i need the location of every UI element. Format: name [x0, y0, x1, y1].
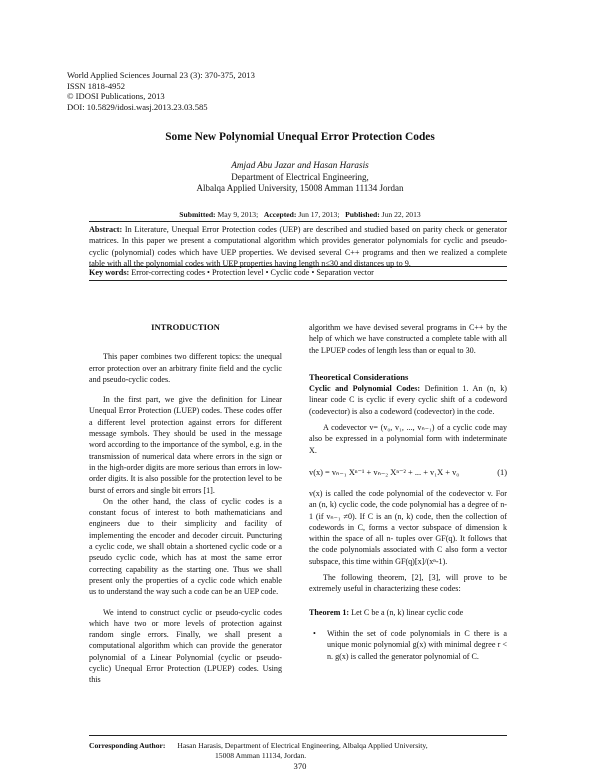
copyright: © IDOSI Publications, 2013 — [67, 91, 165, 102]
equation-1 — [309, 467, 507, 481]
equation-number: (1) — [497, 467, 507, 477]
affiliation-department: Department of Electrical Engineering, — [231, 172, 369, 182]
affiliation-university: Albalqa Applied University, 15008 Amman 11134 Jordan — [196, 183, 404, 194]
corresponding-author-line-1: Hasan Harasis, Department of Electrical Engineering, Albalqa Applied University, — [177, 741, 428, 750]
abstract-bottom-rule — [89, 266, 507, 267]
keywords-bottom-rule — [89, 280, 507, 281]
cyclic-subheading: Cyclic and Polynomial Codes: — [309, 384, 421, 394]
codevector-paragraph: A codevector v= (v₀, v₁, ..., vₙ₋₁) of a cyclic code may also be expressed in a polynomial form with indeterminate X. — [309, 423, 507, 455]
keywords — [89, 268, 507, 277]
code-polynomial-paragraph: v(x) is called the code polynomial of the codevector v. For an (n, k) cyclic code, the code polynomial has a degree of n-1 (if vₙ₋₁ ≠0). If C is an (n, k) code, then the collection of codewords in C, forms a vector subspace of dimension k within the space of all n- tuples over GF(q). It follows that the code polynomials associated with C also form a vector subspace, this time within GF(q)[x]/(xⁿ-1). — [309, 488, 507, 566]
definition-paragraph — [309, 383, 507, 417]
equation-text: v(x) = vₙ₋₁ Xⁿ⁻¹ + vₙ₋₂ Xⁿ⁻² + ... + v₁X + v₀ — [309, 467, 460, 477]
theorem-1 — [309, 607, 507, 618]
right-paragraph-0: algorithm we have devised several programs in C++ by the help of which we have constructed a complete table with all the LPUEP codes of length less than or equal to 30. — [309, 323, 507, 355]
affiliation — [0, 172, 600, 195]
definition-text: Definition 1. An (n, k) linear code C is cyclic if every cyclic shift of a codeword (codevector) is also a codeword (codevector) in the code. — [309, 384, 507, 416]
issn: ISSN 1818-4952 — [67, 80, 126, 91]
intro-paragraph-1: This paper combines two different topics: the unequal error protection over an arbitrary finite field and the cyclic and pseudo-cyclic codes. — [89, 352, 282, 384]
published-label: Published: — [345, 210, 380, 219]
abstract — [89, 224, 507, 269]
abstract-top-rule — [89, 221, 507, 222]
published-date: Jun 22, 2013 — [381, 210, 421, 219]
paper-title: Some New Polynomial Unequal Error Protection Codes — [165, 131, 435, 143]
introduction-heading: INTRODUCTION — [151, 322, 220, 332]
accepted-label: Accepted: — [263, 210, 297, 219]
left-column — [89, 322, 282, 686]
corresponding-author-line-2: 15008 Amman 11134, Jordan. — [215, 751, 307, 760]
bullet-text: Within the set of code polynomials in C there is a unique monic polynomial g(x) with minimal degree r < n. g(x) is called the generator polynomial of C. — [327, 628, 507, 661]
right-column — [309, 322, 507, 662]
submitted-label: Submitted: — [179, 210, 216, 219]
intro-paragraph-4: We intend to construct cyclic or pseudo-cyclic codes which have two or more levels of protection against random single errors. Finally, we shall present a computational algorithm which can provide the generator polynomial of a Linear Polynomial (cyclic or pseudo-cyclic) Unequal Error Protection (LPUEP) codes. Using this — [89, 607, 282, 685]
corresponding-author-label: Corresponding Author: — [89, 741, 166, 750]
keywords-label: Key words: — [89, 268, 130, 277]
theory-heading: Theoretical Considerations — [309, 371, 409, 382]
theorem-bullet — [313, 628, 507, 662]
accepted-date: Jun 17, 2013; — [298, 210, 340, 219]
page-number: 370 — [293, 761, 307, 771]
abstract-label: Abstract: — [89, 225, 123, 234]
bullet-icon: • — [313, 628, 316, 638]
journal-citation: World Applied Sciences Journal 23 (3): 370-375, 2013 — [67, 70, 255, 80]
publication-dates — [0, 210, 600, 219]
theorem-intro-paragraph: The following theorem, [2], [3], will prove to be extremely useful in characterizing these codes: — [309, 573, 507, 594]
corresponding-author — [89, 741, 428, 761]
submitted-date: May 9, 2013; — [217, 210, 259, 219]
theorem-text: Let C be a (n, k) linear cyclic code — [351, 607, 464, 617]
authors: Amjad Abu Jazar and Hasan Harasis — [231, 160, 369, 170]
abstract-text: In Literature, Unequal Error Protection codes (UEP) are described and studied based on parity check or generator matrices. In this paper we present a computational algorithm which provides generator polynomials for cyclic and pseudo-cyclic (polynomial) codes which have UEP properties. We devised several C++ programs and then we realized a complete table with all the polynomial codes with UEP properties having length n≤30 and distances up to 9. — [89, 225, 507, 268]
keywords-text: Error-correcting codes • Protection level • Cyclic code • Separation vector — [131, 268, 374, 277]
doi: DOI: 10.5829/idosi.wasj.2013.23.03.585 — [67, 101, 208, 112]
footer-rule — [89, 735, 507, 736]
journal-header — [67, 70, 255, 112]
intro-paragraph-2: In the first part, we give the definition for Linear Unequal Error Protection (LUEP) codes. These codes offer a different level protection against errors for different message symbols. They should be used in the message word according to the importance of the symbol, e.g. in the transmission of numerical data where errors in the sign or in the high-order digits are more serious than errors in low-order digits. It is also possible for the protection level to be burst of errors and single bit errors [1]. — [89, 395, 282, 495]
intro-paragraph-3: On the other hand, the class of cyclic codes is a constant focus of interest to both mathematicians and engineers due to their simplicity and facility of implementing the encoder and decoder circuit. Puncturing a cyclic code, we shall obtain a shortened cyclic code or a pseudo cyclic code, which has at most the same error correcting capability as the starting one. Thus we shall present only the properties of a cyclic code which enable us to understand the way such a code can be an UEP code. — [89, 496, 282, 597]
theorem-label: Theorem 1: — [309, 607, 350, 617]
